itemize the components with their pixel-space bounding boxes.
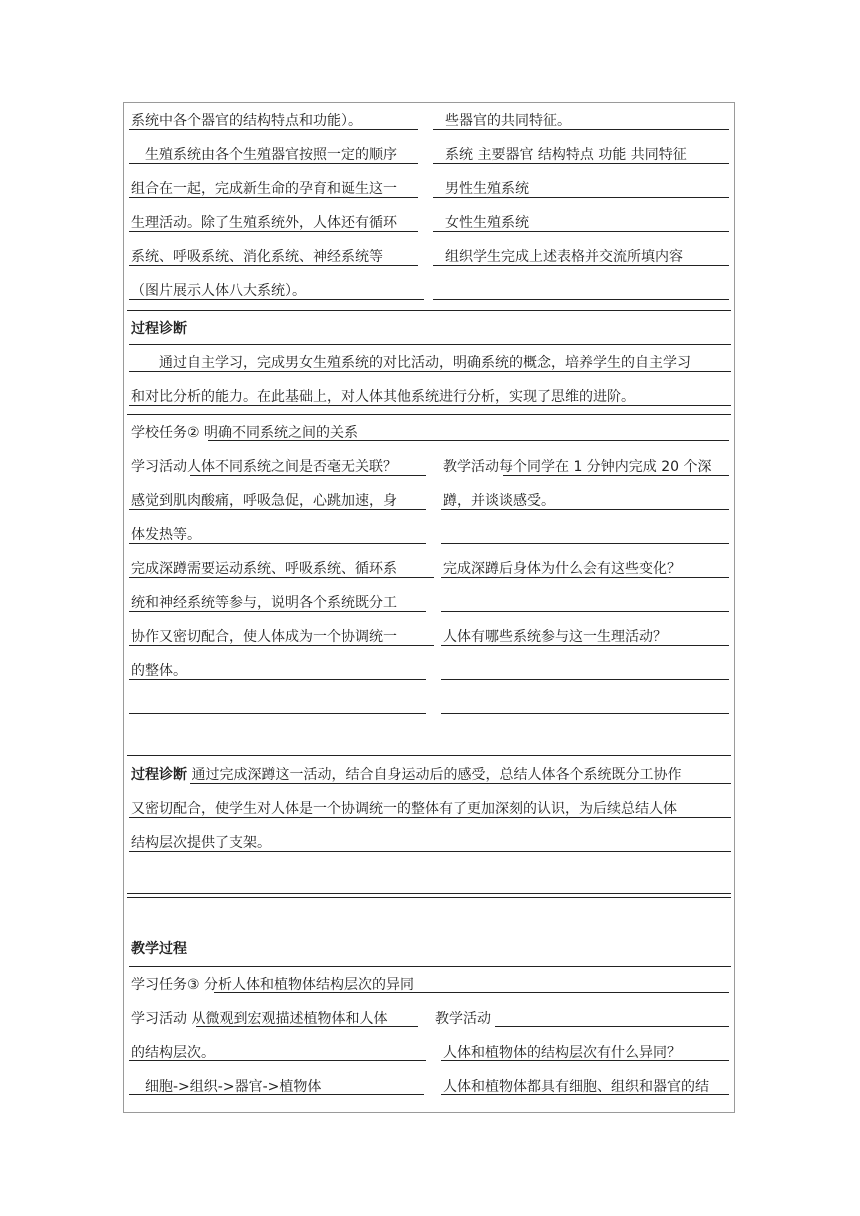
task-text: 明确不同系统之间的关系 xyxy=(199,425,359,441)
section-title: 教学过程 xyxy=(131,941,187,957)
text-line: 学习活动人体不同系统之间是否毫无关联？ xyxy=(131,459,397,475)
underline xyxy=(433,299,729,300)
underline xyxy=(129,1094,424,1095)
text-line: 完成深蹲后身体为什么会有这些变化？ xyxy=(443,561,681,577)
double-divider xyxy=(127,893,731,898)
text-line: 组合在一起，完成新生命的孕育和诞生这一 xyxy=(131,181,397,197)
text-line: （图片展示人体八大系统）。 xyxy=(131,283,306,299)
text-line: 统和神经系统等参与，说明各个系统既分工 xyxy=(131,595,397,611)
underline xyxy=(129,817,731,818)
underline xyxy=(129,197,418,198)
section-divider xyxy=(127,755,731,756)
text-line: 教学活动每个同学在 1 分钟内完成 20 个深 xyxy=(443,459,712,475)
text-line: 人体和植物体的结构层次有什么异同？ xyxy=(443,1045,681,1061)
text-line: 体发热等。 xyxy=(131,527,201,543)
paragraph-line: 通过自主学习，完成男女生殖系统的对比活动，明确系统的概念，培养学生的自主学习 xyxy=(131,355,691,371)
text-line: 的整体。 xyxy=(131,663,187,679)
section-divider xyxy=(127,414,731,415)
underline xyxy=(441,611,729,612)
underline xyxy=(129,679,426,680)
underline xyxy=(129,299,424,300)
underline xyxy=(129,713,426,714)
task-label: 学习任务③ xyxy=(131,977,200,993)
underline xyxy=(129,405,731,406)
underline xyxy=(433,129,729,130)
underline xyxy=(129,851,731,852)
text-line: 系统 主要器官 结构特点 功能 共同特征 xyxy=(431,147,687,163)
text-line: 人体和植物体都具有细胞、组织和器官的结 xyxy=(443,1079,709,1095)
underline xyxy=(441,679,729,680)
text-line: 协作又密切配合，使人体成为一个协调统一 xyxy=(131,629,397,645)
underline xyxy=(503,475,729,476)
underline xyxy=(214,992,729,993)
underline xyxy=(441,1094,729,1095)
text-line: 生殖系统由各个生殖器官按照一定的顺序 xyxy=(131,147,397,163)
underline xyxy=(441,645,729,646)
underline xyxy=(441,509,729,510)
underline xyxy=(433,163,729,164)
underline xyxy=(129,1060,426,1061)
underline xyxy=(433,231,729,232)
underline xyxy=(129,645,434,646)
text-line: 蹲，并谈谈感受。 xyxy=(443,493,555,509)
underline xyxy=(129,265,418,266)
underline xyxy=(441,577,729,578)
text-line: 教学活动 xyxy=(435,1011,491,1027)
underline xyxy=(441,1060,729,1061)
text-line: 生理活动。除了生殖系统外，人体还有循环 xyxy=(131,215,397,231)
underline xyxy=(129,129,418,130)
section-divider xyxy=(127,310,731,311)
underline xyxy=(129,344,731,345)
paragraph-text: 通过完成深蹲这一活动，结合自身运动后的感受，总结人体各个系统既分工协作 xyxy=(187,767,682,783)
task-label: 学校任务② xyxy=(131,425,200,441)
underline xyxy=(190,475,426,476)
underline xyxy=(433,197,729,198)
underline xyxy=(208,440,729,441)
underline xyxy=(433,265,729,266)
underline xyxy=(129,611,426,612)
text-line: 人体有哪些系统参与这一生理活动？ xyxy=(443,629,667,645)
text-line: 男性生殖系统 xyxy=(431,181,529,197)
underline xyxy=(441,713,729,714)
section-title: 过程诊断 xyxy=(131,767,187,783)
text-line: 女性生殖系统 xyxy=(431,215,529,231)
underline xyxy=(129,966,731,967)
section-title: 过程诊断 xyxy=(131,321,187,337)
text-line: 细胞->组织->器官->植物体 xyxy=(131,1079,322,1095)
text-line: 完成深蹲需要运动系统、呼吸系统、循环系 xyxy=(131,561,397,577)
text-line: 组织学生完成上述表格并交流所填内容 xyxy=(431,249,683,265)
underline xyxy=(129,509,426,510)
paragraph-line: 和对比分析的能力。在此基础上，对人体其他系统进行分析，实现了思维的进阶。 xyxy=(131,389,635,405)
text-line: 系统、呼吸系统、消化系统、神经系统等 xyxy=(131,249,383,265)
task-text: 分析人体和植物体结构层次的异同 xyxy=(199,977,415,993)
text-line: 感觉到肌肉酸痛，呼吸急促，心跳加速，身 xyxy=(131,493,397,509)
paragraph-line: 又密切配合，使学生对人体是一个协调统一的整体有了更加深刻的认识，为后续总结人体 xyxy=(131,801,677,817)
text-line: 学习活动 从微观到宏观描述植物体和人体 xyxy=(131,1011,388,1027)
underline xyxy=(129,371,731,372)
paragraph-line xyxy=(131,766,681,784)
text-line: 系统中各个器官的结构特点和功能）。 xyxy=(131,113,362,129)
underline xyxy=(129,231,418,232)
underline xyxy=(129,163,418,164)
underline xyxy=(495,1026,729,1027)
paragraph-line: 结构层次提供了支架。 xyxy=(131,835,271,851)
underline xyxy=(129,577,434,578)
underline xyxy=(196,1026,418,1027)
underline xyxy=(441,543,729,544)
text-line: 些器官的共同特征。 xyxy=(431,113,571,129)
underline xyxy=(129,543,426,544)
text-line: 的结构层次。 xyxy=(131,1045,215,1061)
underline xyxy=(190,783,731,784)
